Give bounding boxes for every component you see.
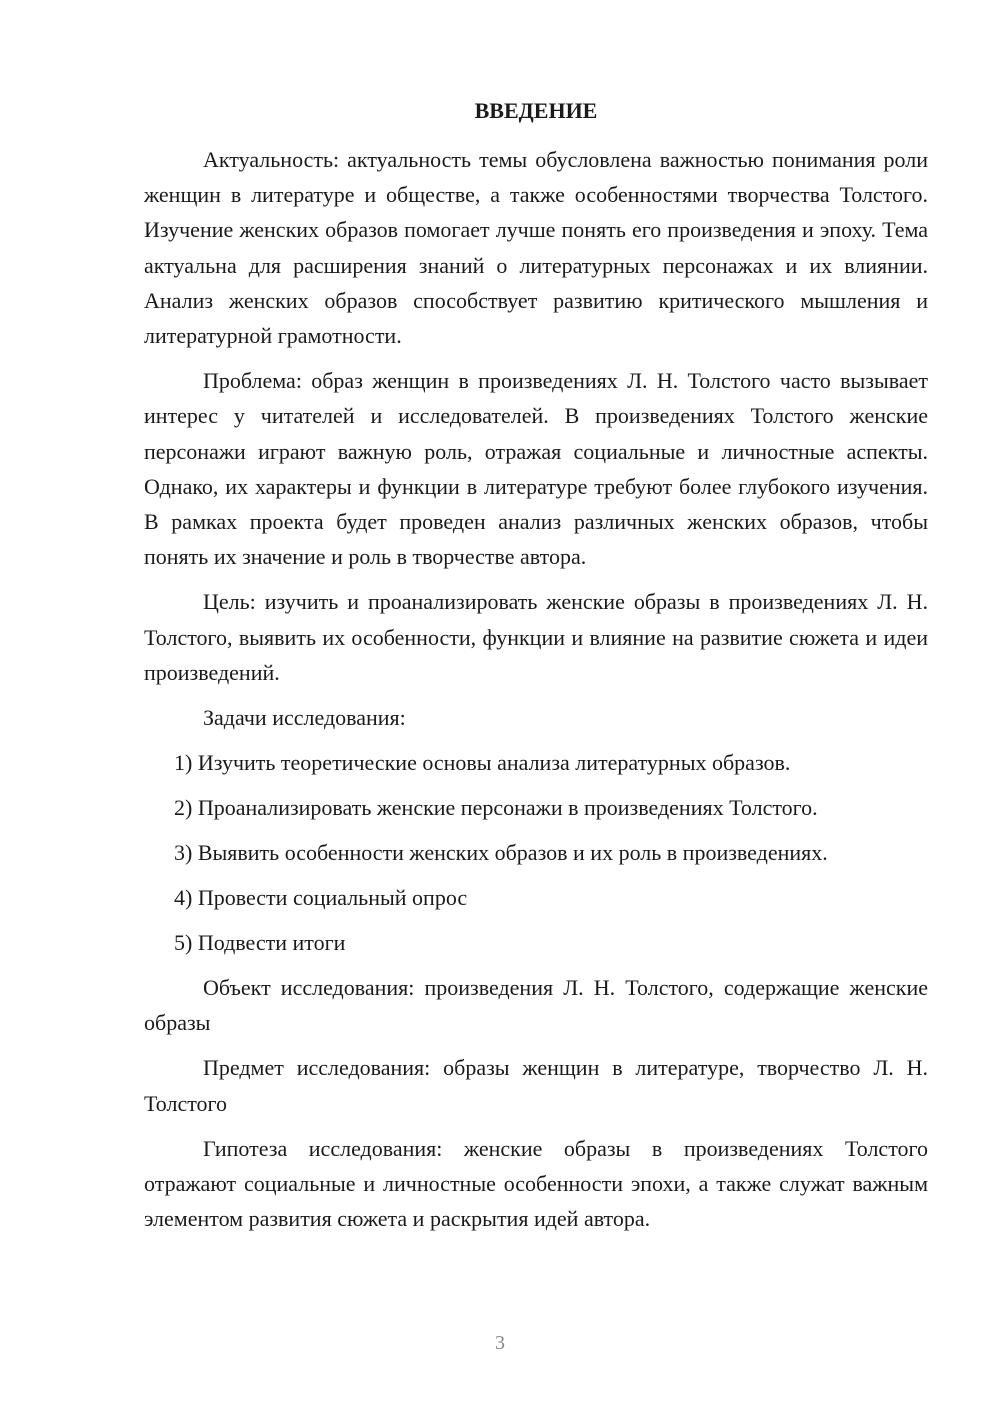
task-item: 5) Подвести итоги	[174, 930, 346, 956]
paragraph-relevance: Актуальность: актуальность темы обусловлена важностью понимания роли женщин в литературе и обществе, а также особенностями творчества Толстого. Изучение женских образов помогает лучше понять его произведения и эпоху. Тема актуальна для расширения знаний о литературных персонажах и их влиянии. Анализ женских образов способствует развитию критического мышления и литературной грамотности.	[144, 147, 928, 349]
document-page	[144, 96, 928, 1246]
paragraph-subject: Предмет исследования: образы женщин в литературе, творчество Л. Н. Толстого	[144, 1055, 928, 1116]
paragraph-hypothesis: Гипотеза исследования: женские образы в произведениях Толстого отражают социальные и личностные особенности эпохи, а также служат важным элементом развития сюжета и раскрытия идей автора.	[144, 1135, 928, 1232]
task-list	[144, 745, 928, 960]
task-item: 4) Провести социальный опрос	[174, 885, 468, 911]
task-item: 1) Изучить теоретические основы анализа литературных образов.	[174, 750, 791, 776]
paragraph-object: Объект исследования: произведения Л. Н. Толстого, содержащие женские образы	[144, 975, 928, 1036]
section-title: ВВЕДЕНИЕ	[474, 98, 598, 123]
paragraph-goal: Цель: изучить и проанализировать женские образы в произведениях Л. Н. Толстого, выявить их особенности, функции и влияние на развитие сюжета и идеи произведений.	[144, 589, 928, 685]
task-item: 3) Выявить особенности женских образов и их роль в произведениях.	[174, 840, 828, 866]
tasks-label: Задачи исследования:	[203, 705, 406, 731]
page-number: 3	[495, 1332, 505, 1354]
paragraph-problem: Проблема: образ женщин в произведениях Л. Н. Толстого часто вызывает интерес у читателей и исследователей. В произведениях Толстого женские персонажи играют важную роль, отражая социальные и личностные аспекты. Однако, их характеры и функции в литературе требуют более глубокого изучения. В рамках проекта будет проведен анализ различных женских образов, чтобы понять их значение и роль в творчестве автора.	[144, 368, 928, 570]
task-item: 2) Проанализировать женские персонажи в произведениях Толстого.	[174, 795, 818, 821]
